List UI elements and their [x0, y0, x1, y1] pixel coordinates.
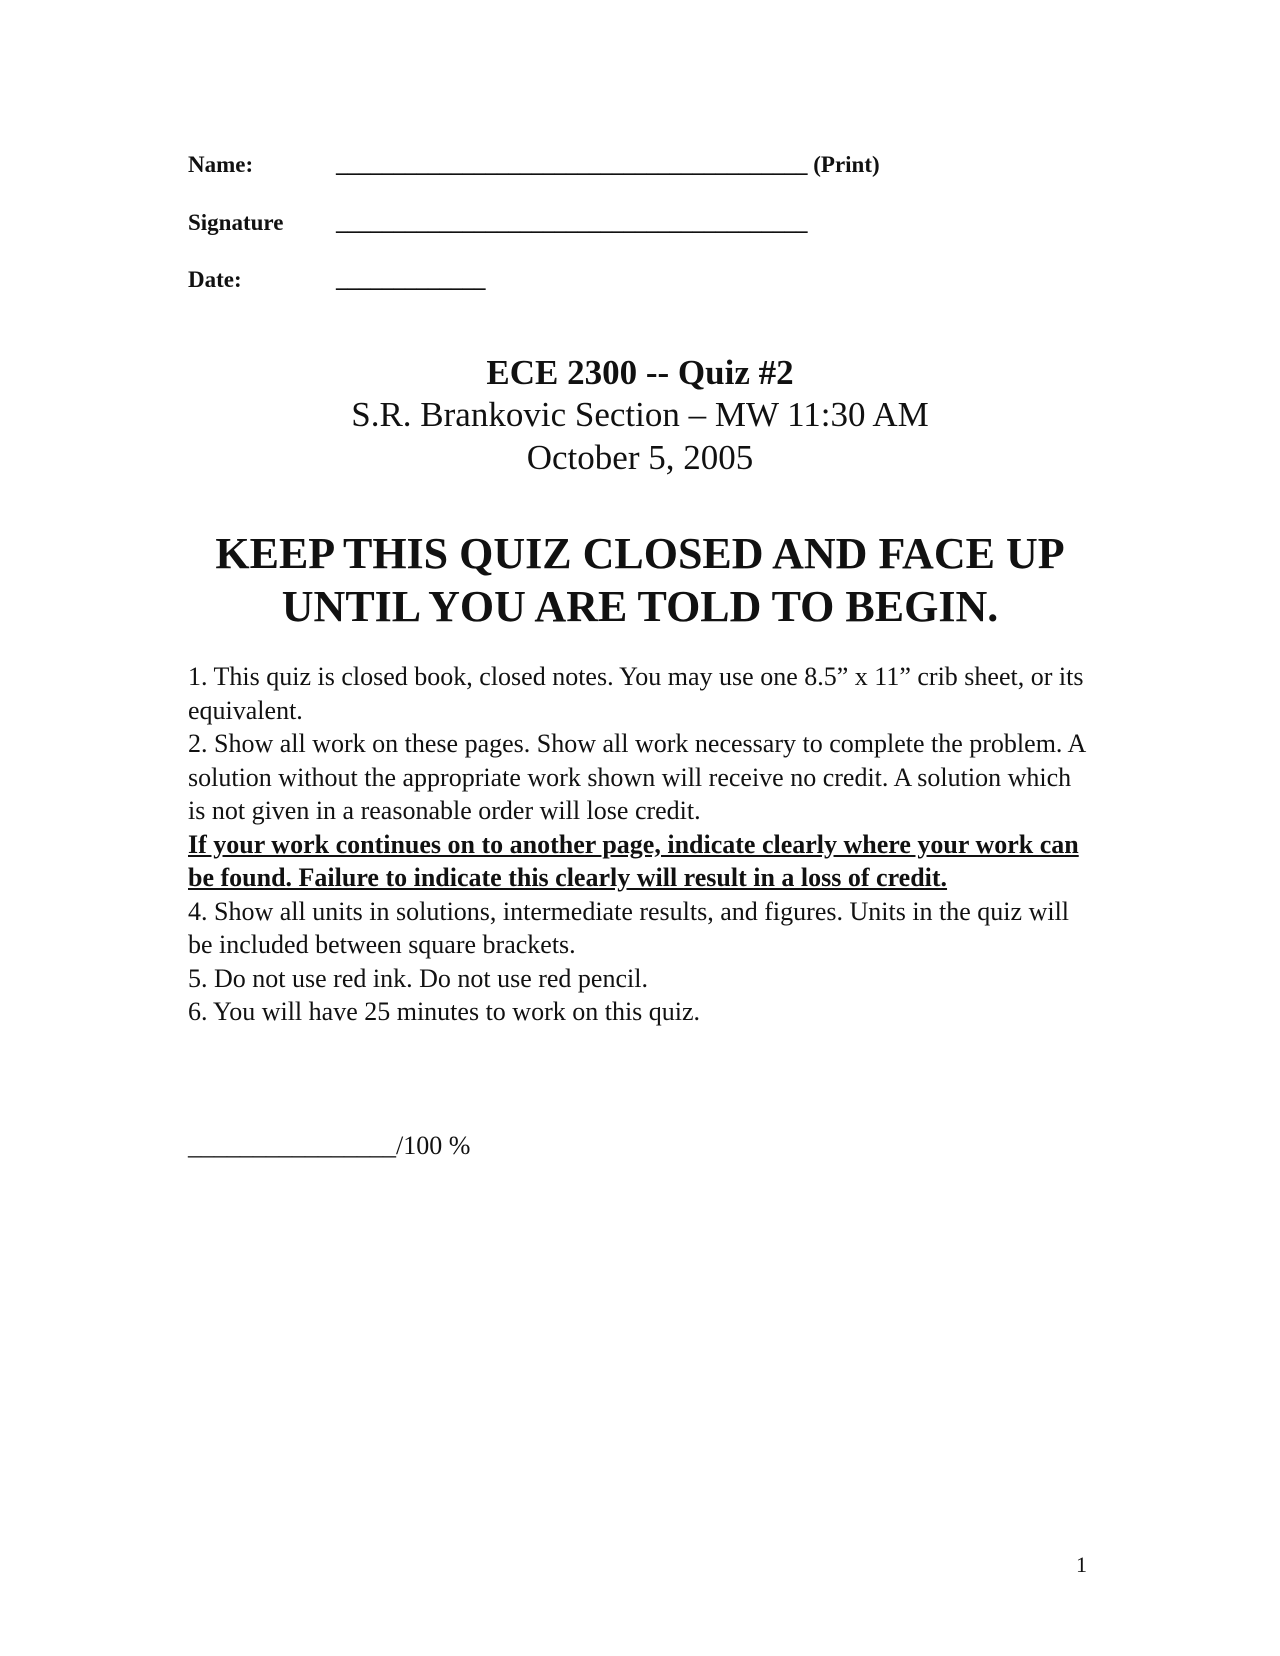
instruction-4: 4. Show all units in solutions, intermediate results, and figures. Units in the quiz will be included between square brackets.	[188, 896, 1070, 959]
instruction-5: 5. Do not use red ink. Do not use red pencil.	[188, 963, 648, 993]
date-label: Date:	[188, 267, 242, 292]
instruction-2-emphasis: If your work continues on to another page, indicate clearly where your work can be found. Failure to indicate this clearly will result in a loss of credit.	[188, 829, 1079, 892]
date-entry-line: _____________	[336, 267, 486, 292]
instruction-2: 2. Show all work on these pages. Show all work necessary to complete the problem. A solution without the appropriate work shown will receive no credit. A solution which is not given in a reasonable order will lose credit.	[188, 729, 1085, 825]
page-number: 1	[1076, 1552, 1087, 1577]
score-line: ________________/100 %	[188, 1131, 471, 1160]
warning-line-2: UNTIL YOU ARE TOLD TO BEGIN.	[281, 582, 999, 631]
instructions-list	[188, 660, 1088, 1029]
signature-entry-line: _________________________________________	[336, 210, 808, 235]
quiz-date: October 5, 2005	[526, 438, 754, 477]
instruction-6: 6. You will have 25 minutes to work on this quiz.	[188, 997, 701, 1026]
title-block	[0, 353, 1280, 479]
warning-heading	[160, 527, 1120, 633]
warning-line-1: KEEP THIS QUIZ CLOSED AND FACE UP	[215, 529, 1065, 578]
signature-label: Signature	[188, 210, 284, 235]
name-entry-line: _________________________________________ (Print)	[336, 152, 880, 177]
name-label: Name:	[188, 152, 254, 177]
instruction-1: 1. This quiz is closed book, closed notes. You may use one 8.5” x 11” crib sheet, or its equivalent.	[188, 662, 1084, 725]
course-title: ECE 2300 -- Quiz #2	[486, 353, 794, 392]
section-line: S.R. Brankovic Section – MW 11:30 AM	[351, 395, 929, 434]
